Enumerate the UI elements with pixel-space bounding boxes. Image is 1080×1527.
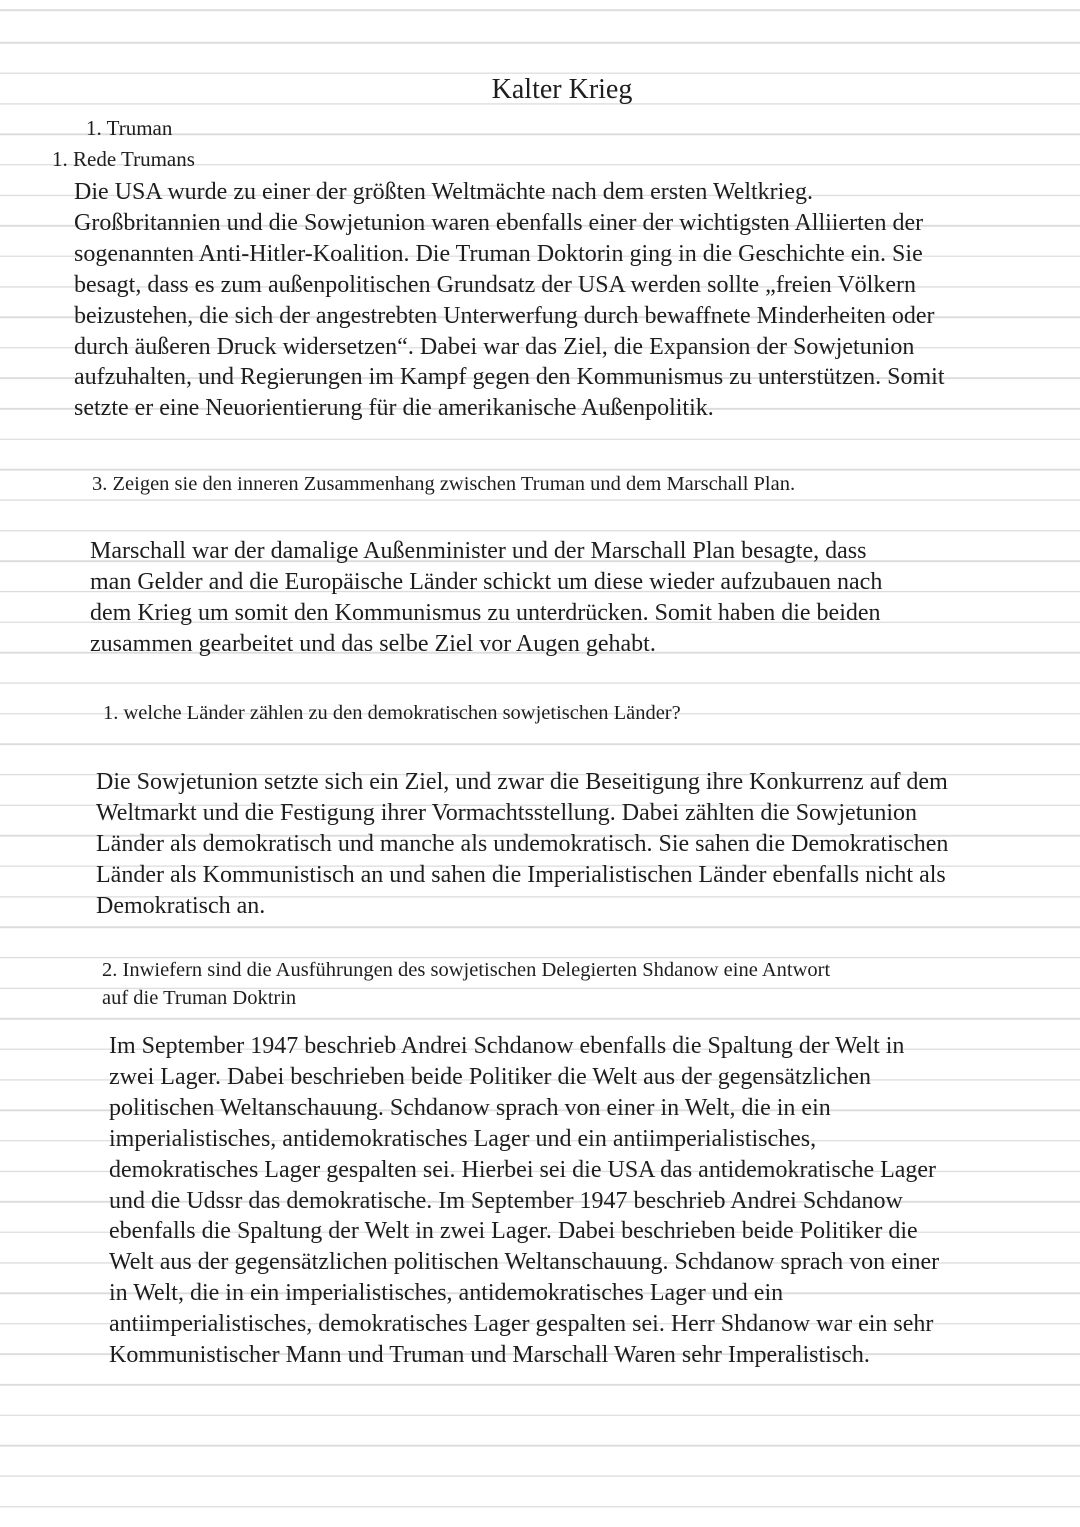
text-line: durch äußeren Druck widersetzen“. Dabei war das Ziel, die Expansion der Sowjetunion (74, 333, 915, 360)
text-line: zwei Lager. Dabei beschrieben beide Politiker die Welt aus der gegensätzlichen (109, 1063, 871, 1090)
text-line: sogenannten Anti-Hitler-Koalition. Die Truman Doktorin ging in die Geschichte ein. Sie (74, 240, 923, 267)
text-line: zusammen gearbeitet und das selbe Ziel vor Augen gehabt. (90, 630, 656, 657)
text-line: politischen Weltanschauung. Schdanow sprach von einer in Welt, die in ein (109, 1094, 831, 1121)
text-line: ebenfalls die Spaltung der Welt in zwei Lager. Dabei beschrieben beide Politiker die (109, 1218, 918, 1245)
text-line: auf die Truman Doktrin (102, 987, 297, 1009)
subheading-rede-trumans: 1. Rede Trumans (52, 147, 195, 171)
text-line: Weltmarkt und die Festigung ihrer Vormachtsstellung. Dabei zählten die Sowjetunion (96, 799, 918, 826)
text-line: dem Krieg um somit den Kommunismus zu unterdrücken. Somit haben die beiden (90, 599, 881, 626)
page-title: Kalter Krieg (491, 74, 633, 105)
text-line: imperialistisches, antidemokratisches Lager und ein antiimperialistisches, (109, 1125, 817, 1152)
text-line: demokratisches Lager gespalten sei. Hierbei sei die USA das antidemokratische Lager (109, 1156, 937, 1183)
paragraph-sowjetunion-ziel (96, 767, 948, 922)
question-shdanow-antwort (102, 956, 830, 1012)
text-line: Länder als demokratisch und manche als undemokratisch. Sie sahen die Demokratischen (96, 830, 949, 857)
text-line: Kommunistischer Mann und Truman und Marschall Waren sehr Imperalistisch. (109, 1342, 870, 1369)
paragraph-truman-doktrin (74, 177, 944, 424)
text-line: in Welt, die in ein imperialistisches, antidemokratisches Lager und ein (109, 1280, 784, 1307)
question-demokratische-laender: 1. welche Länder zählen zu den demokratischen sowjetischen Länder? (103, 702, 681, 724)
text-line: man Gelder and die Europäische Länder schickt um diese wieder aufzubauen nach (90, 568, 883, 595)
text-line: beizustehen, die sich der angestrebten Unterwerfung durch bewaffnete Minderheiten oder (74, 302, 935, 329)
text-line: besagt, dass es zum außenpolitischen Grundsatz der USA werden sollte „freien Völkern (74, 271, 916, 298)
section-heading-truman: 1. Truman (86, 116, 173, 140)
text-line: Marschall war der damalige Außenminister und der Marschall Plan besagte, dass (90, 538, 867, 564)
text-line: 2. Inwiefern sind die Ausführungen des sowjetischen Delegierten Shdanow eine Antwort (102, 959, 831, 981)
paragraph-marschall-plan (90, 536, 882, 660)
text-line: Im September 1947 beschrieb Andrei Schdanow ebenfalls die Spaltung der Welt in (109, 1033, 905, 1059)
text-line: setzte er eine Neuorientierung für die amerikanische Außenpolitik. (74, 395, 714, 422)
paragraph-schdanow (109, 1031, 939, 1371)
text-line: Die Sowjetunion setzte sich ein Ziel, und zwar die Beseitigung ihre Konkurrenz auf dem (96, 769, 948, 795)
text-line: und die Udssr das demokratische. Im September 1947 beschrieb Andrei Schdanow (109, 1187, 903, 1214)
text-line: Länder als Kommunistisch an und sahen die Imperialistischen Länder ebenfalls nicht als (96, 861, 946, 888)
question-marschall-plan: 3. Zeigen sie den inneren Zusammenhang zwischen Truman und dem Marschall Plan. (92, 473, 796, 495)
text-line: Demokratisch an. (96, 892, 266, 919)
text-line: Welt aus der gegensätzlichen politischen Weltanschauung. Schdanow sprach von einer (109, 1249, 940, 1276)
text-line: Großbritannien und die Sowjetunion waren ebenfalls einer der wichtigsten Alliierten der (74, 209, 924, 236)
text-line: antiimperialistisches, demokratisches Lager gespalten sei. Herr Shdanow war ein sehr (109, 1311, 934, 1338)
text-line: Die USA wurde zu einer der größten Weltmächte nach dem ersten Weltkrieg. (74, 179, 813, 205)
text-line: aufzuhalten, und Regierungen im Kampf gegen den Kommunismus zu unterstützen. Somit (74, 364, 945, 391)
